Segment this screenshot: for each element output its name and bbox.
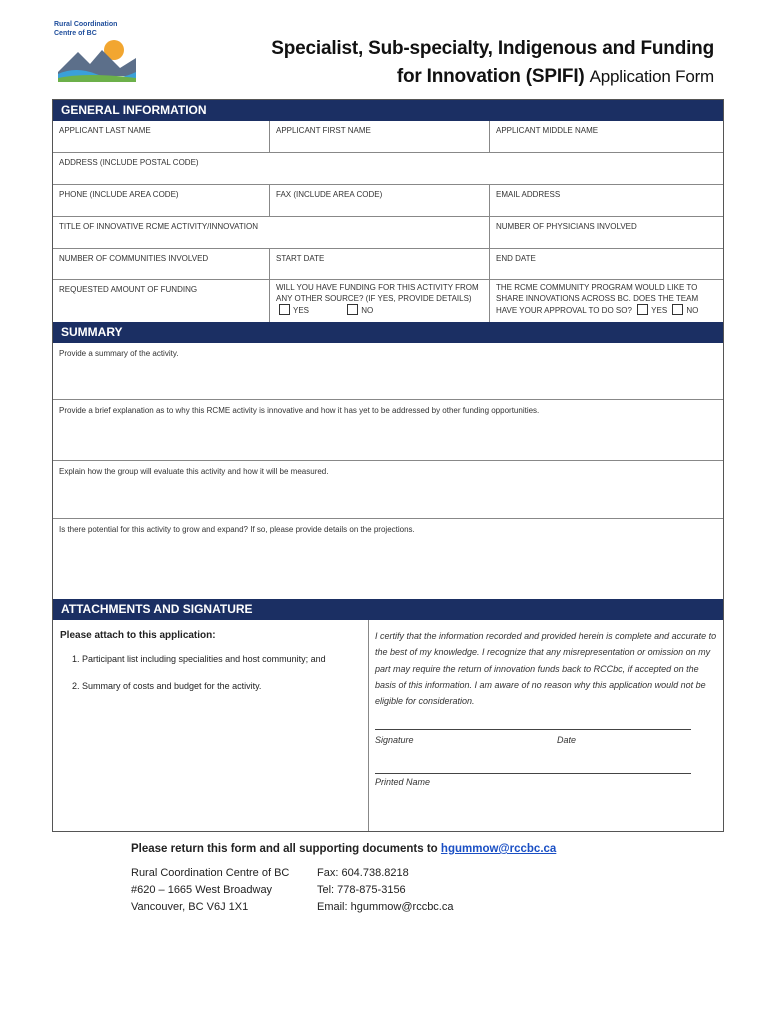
other-funding-no-checkbox[interactable] (347, 304, 358, 315)
attachment-item-budget: 2. Summary of costs and budget for the activity. (82, 680, 361, 693)
share-no-label: NO (686, 306, 699, 315)
return-instructions (131, 843, 556, 916)
applicant-last-name-field[interactable]: APPLICANT LAST NAME (59, 126, 151, 135)
form-title (271, 38, 714, 88)
innovation-explanation-field[interactable]: Provide a brief explanation as to why this RCME activity is innovative and how it has yet to be addressed by other funding opportunities. (53, 399, 723, 460)
return-text: Please return this form and all supporting documents to (131, 843, 438, 855)
title-line2 (271, 66, 714, 88)
certification-block (369, 620, 723, 831)
fax-number: Fax: 604.738.8218 (317, 867, 409, 879)
funding-row (53, 279, 723, 322)
logo-line1: Rural Coordination (54, 21, 118, 28)
date-label: Date (557, 735, 577, 746)
logo-org-name (54, 20, 117, 38)
start-date-field[interactable]: START DATE (269, 249, 489, 279)
title-line1: Specialist, Sub-specialty, Indigenous and Funding (271, 38, 714, 59)
dates-row (53, 248, 723, 279)
signature-line (375, 729, 691, 730)
signature-label: Signature (375, 735, 414, 746)
activity-title-field[interactable]: TITLE OF INNOVATIVE RCME ACTIVITY/INNOVATION (59, 222, 258, 231)
title-line2-bold: for Innovation (SPIFI) (396, 66, 585, 87)
address-row (53, 152, 723, 184)
logo-line2: Centre of BC (54, 30, 97, 37)
attachments-header: ATTACHMENTS AND SIGNATURE (53, 599, 723, 620)
contact-numbers (317, 865, 453, 916)
title-line2-rest: Application Form (589, 67, 714, 86)
phone-field[interactable]: PHONE (INCLUDE AREA CODE) (59, 190, 179, 199)
end-date-field[interactable]: END DATE (489, 249, 723, 279)
share-no-checkbox[interactable] (672, 304, 683, 315)
return-line (131, 843, 556, 855)
email-field[interactable]: EMAIL ADDRESS (489, 185, 723, 216)
attachment-item-participants: 1. Participant list including specialities and host community; and (82, 653, 361, 666)
physicians-field[interactable]: NUMBER OF PHYSICIANS INVOLVED (489, 217, 723, 248)
contact-row (53, 184, 723, 216)
applicant-first-name-field[interactable]: APPLICANT FIRST NAME (269, 121, 489, 152)
other-funding-yes-label: YES (293, 306, 310, 315)
attachments-section (53, 620, 723, 831)
attachment-list (53, 620, 369, 831)
communities-field[interactable]: NUMBER OF COMMUNITIES INVOLVED (59, 254, 209, 263)
name-row (53, 121, 723, 152)
address-field[interactable]: ADDRESS (INCLUDE POSTAL CODE) (59, 158, 199, 167)
signature-area[interactable] (375, 723, 717, 763)
contact-columns (131, 865, 556, 916)
evaluation-field[interactable]: Explain how the group will evaluate this activity and how it will be measured. (53, 460, 723, 518)
application-form (52, 99, 724, 832)
fax-field[interactable]: FAX (INCLUDE AREA CODE) (269, 185, 489, 216)
certification-text: I certify that the information recorded and provided herein is complete and accurate to the best of my knowledge. I recognize that any misrepresentation or omission on my part may require the return of innovation funds back to RCCbc, if accepted on the basis of this information. I am aware of no reason why this application would not be eligible for consideration. (375, 631, 717, 707)
summary-header: SUMMARY (53, 322, 723, 343)
other-funding-no-label: NO (361, 306, 374, 315)
printed-name-line (375, 773, 691, 774)
printed-name-area[interactable] (375, 763, 717, 803)
other-funding-yes-checkbox[interactable] (279, 304, 290, 315)
summary-activity-field[interactable]: Provide a summary of the activity. (59, 349, 179, 358)
rccbc-logo (54, 20, 144, 82)
printed-name-label: Printed Name (375, 777, 431, 788)
activity-row (53, 216, 723, 248)
general-info-header: GENERAL INFORMATION (53, 100, 723, 121)
growth-potential-field[interactable]: Is there potential for this activity to grow and expand? If so, please provide details on the projections. (53, 518, 723, 599)
requested-funding-field[interactable]: REQUESTED AMOUNT OF FUNDING (59, 285, 198, 294)
mountain-sun-icon (56, 38, 138, 82)
other-funding-question (269, 280, 489, 322)
share-yes-label: YES (651, 306, 668, 315)
tel-number: Tel: 778-875-3156 (317, 884, 406, 896)
share-approval-text: THE RCME COMMUNITY PROGRAM WOULD LIKE TO SHARE INNOVATIONS ACROSS BC. DOES THE TEAM HAVE YOUR APPROVAL TO DO SO? (496, 283, 699, 315)
applicant-middle-name-field[interactable]: APPLICANT MIDDLE NAME (489, 121, 723, 152)
share-yes-checkbox[interactable] (637, 304, 648, 315)
return-email-link[interactable]: hgummow@rccbc.ca (440, 843, 557, 855)
address-line3: Vancouver, BC V6J 1X1 (131, 901, 249, 913)
other-funding-text: WILL YOU HAVE FUNDING FOR THIS ACTIVITY FROM ANY OTHER SOURCE? (IF YES, PROVIDE DETAILS) (276, 283, 479, 303)
address-line1: Rural Coordination Centre of BC (131, 867, 290, 879)
contact-email: Email: hgummow@rccbc.ca (317, 901, 454, 913)
please-attach-heading: Please attach to this application: (60, 630, 216, 641)
share-approval-question (489, 280, 723, 322)
address-line2: #620 – 1665 West Broadway (131, 884, 273, 896)
mailing-address (131, 865, 317, 916)
